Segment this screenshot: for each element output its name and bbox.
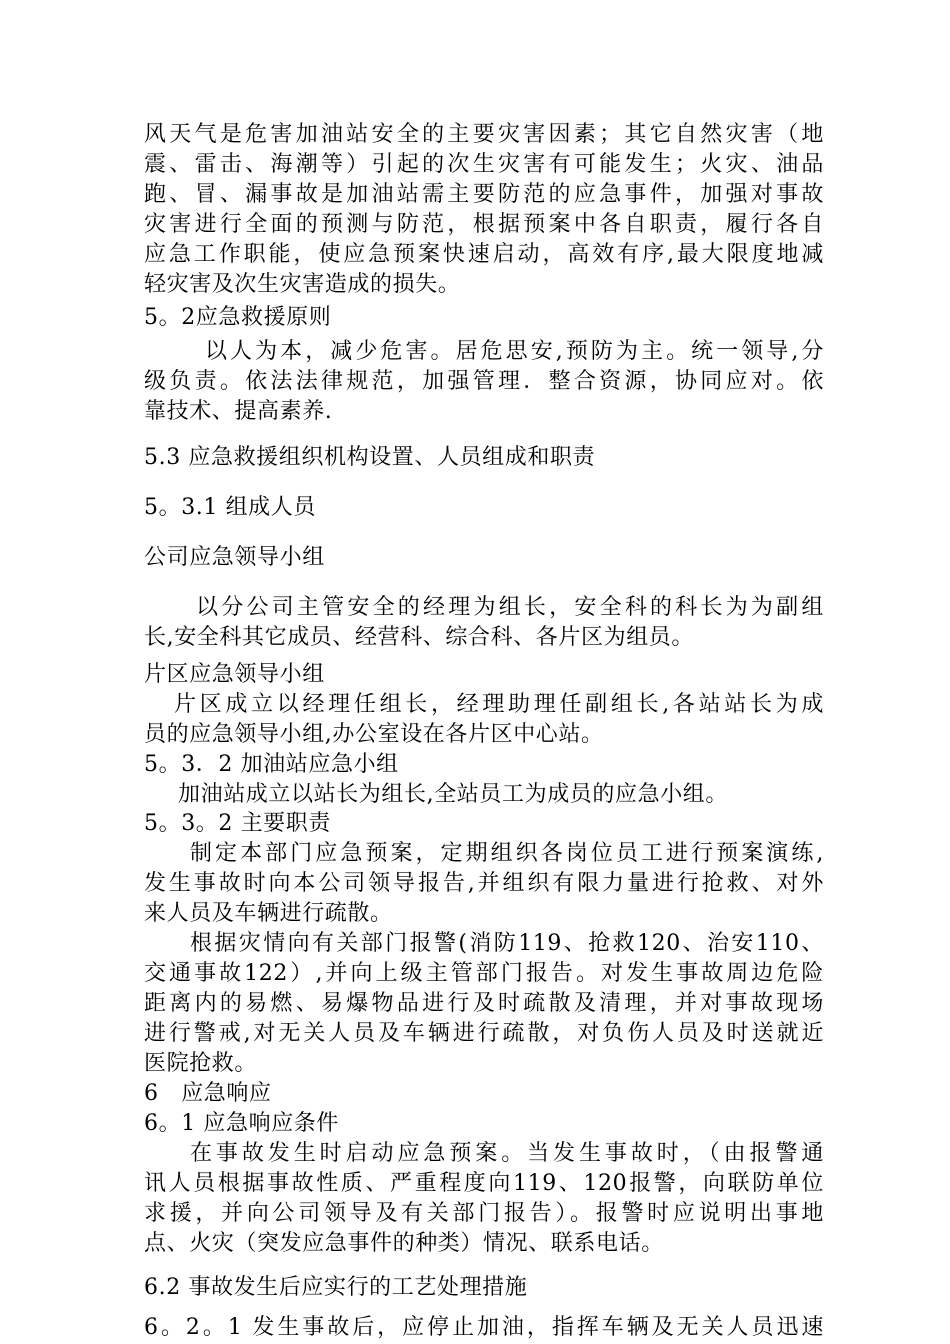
- section-heading: 5。3.1 组成人员: [144, 495, 316, 520]
- section-heading: 5.3 应急救援组织机构设置、人员组成和职责: [144, 445, 596, 470]
- paragraph-line: 讯人员根据事故性质、严重程度向119、120报警，向联防单位: [144, 1171, 824, 1196]
- paragraph-line: 级负责。依法法律规范，加强管理．整合资源，协同应对。依: [144, 369, 824, 394]
- paragraph-line: 发生事故时向本公司领导报告,并组织有限力量进行抢救、对外: [144, 871, 824, 896]
- paragraph-line: 求援，并向公司领导及有关部门报告）。报警时应说明出事地: [144, 1201, 824, 1226]
- paragraph-line: 震、雷击、海潮等）引起的次生灾害有可能发生；火灾、油品: [144, 152, 824, 177]
- section-heading: 6.2 事故发生后应实行的工艺处理措施: [144, 1275, 528, 1300]
- paragraph-line: 距离内的易燃、易爆物品进行及时疏散及清理，并对事故现场: [144, 991, 824, 1016]
- subheading: 公司应急领导小组: [144, 545, 325, 570]
- paragraph-line: 靠技术、提高素养.: [144, 399, 333, 424]
- paragraph-line: 进行警戒,对无关人员及车辆进行疏散，对负伤人员及时送就近: [144, 1021, 824, 1046]
- paragraph-line: 交通事故122）,并向上级主管部门报告。对发生事故周边危险: [144, 961, 824, 986]
- section-heading: 5。3．2 加油站应急小组: [144, 752, 399, 777]
- paragraph-line: 跑、冒、漏事故是加油站需主要防范的应急事件，加强对事故: [144, 182, 824, 207]
- subheading: 片区应急领导小组: [144, 662, 325, 687]
- paragraph-line: 以分公司主管安全的经理为组长，安全科的科长为为副组: [196, 595, 824, 620]
- section-heading: 6。1 应急响应条件: [144, 1111, 339, 1136]
- paragraph-line: 轻灾害及次生灾害造成的损失。: [144, 272, 461, 297]
- paragraph-line: 员的应急领导小组,办公室设在各片区中心站。: [144, 722, 604, 747]
- paragraph-line: 应急工作职能，使应急预案快速启动，高效有序,最大限度地减: [144, 242, 824, 267]
- paragraph-line: 点、火灾（突发应急事件的种类）情况、联系电话。: [144, 1231, 664, 1256]
- paragraph-line: 灾害进行全面的预测与防范，根据预案中各自职责，履行各自: [144, 212, 824, 237]
- paragraph-line: 来人员及车辆进行疏散。: [144, 901, 393, 926]
- paragraph-line: 制定本部门应急预案，定期组织各岗位员工进行预案演练,: [190, 841, 824, 866]
- paragraph-line: 6。2。1 发生事故后，应停止加油，指挥车辆及无关人员迅速: [144, 1315, 824, 1340]
- paragraph-line: 风天气是危害加油站安全的主要灾害因素；其它自然灾害（地: [144, 122, 824, 147]
- paragraph-line: 医院抢救。: [144, 1051, 258, 1076]
- paragraph-line: 片区成立以经理任组长，经理助理任副组长,各站站长为成: [174, 692, 824, 717]
- paragraph-line: 以人为本，减少危害。居危思安,预防为主。统一领导,分: [205, 339, 824, 364]
- section-heading: 6 应急响应: [144, 1081, 272, 1106]
- section-heading: 5。2应急救援原则: [144, 305, 332, 330]
- section-heading: 5。3。2 主要职责: [144, 811, 331, 836]
- paragraph-line: 根据灾情向有关部门报警(消防119、抢救120、治安110、: [190, 931, 824, 956]
- paragraph-line: 加油站成立以站长为组长,全站员工为成员的应急小组。: [178, 782, 728, 807]
- paragraph-line: 长,安全科其它成员、经营科、综合科、各片区为组员。: [144, 625, 694, 650]
- paragraph-line: 在事故发生时启动应急预案。当发生事故时，（由报警通: [190, 1141, 824, 1166]
